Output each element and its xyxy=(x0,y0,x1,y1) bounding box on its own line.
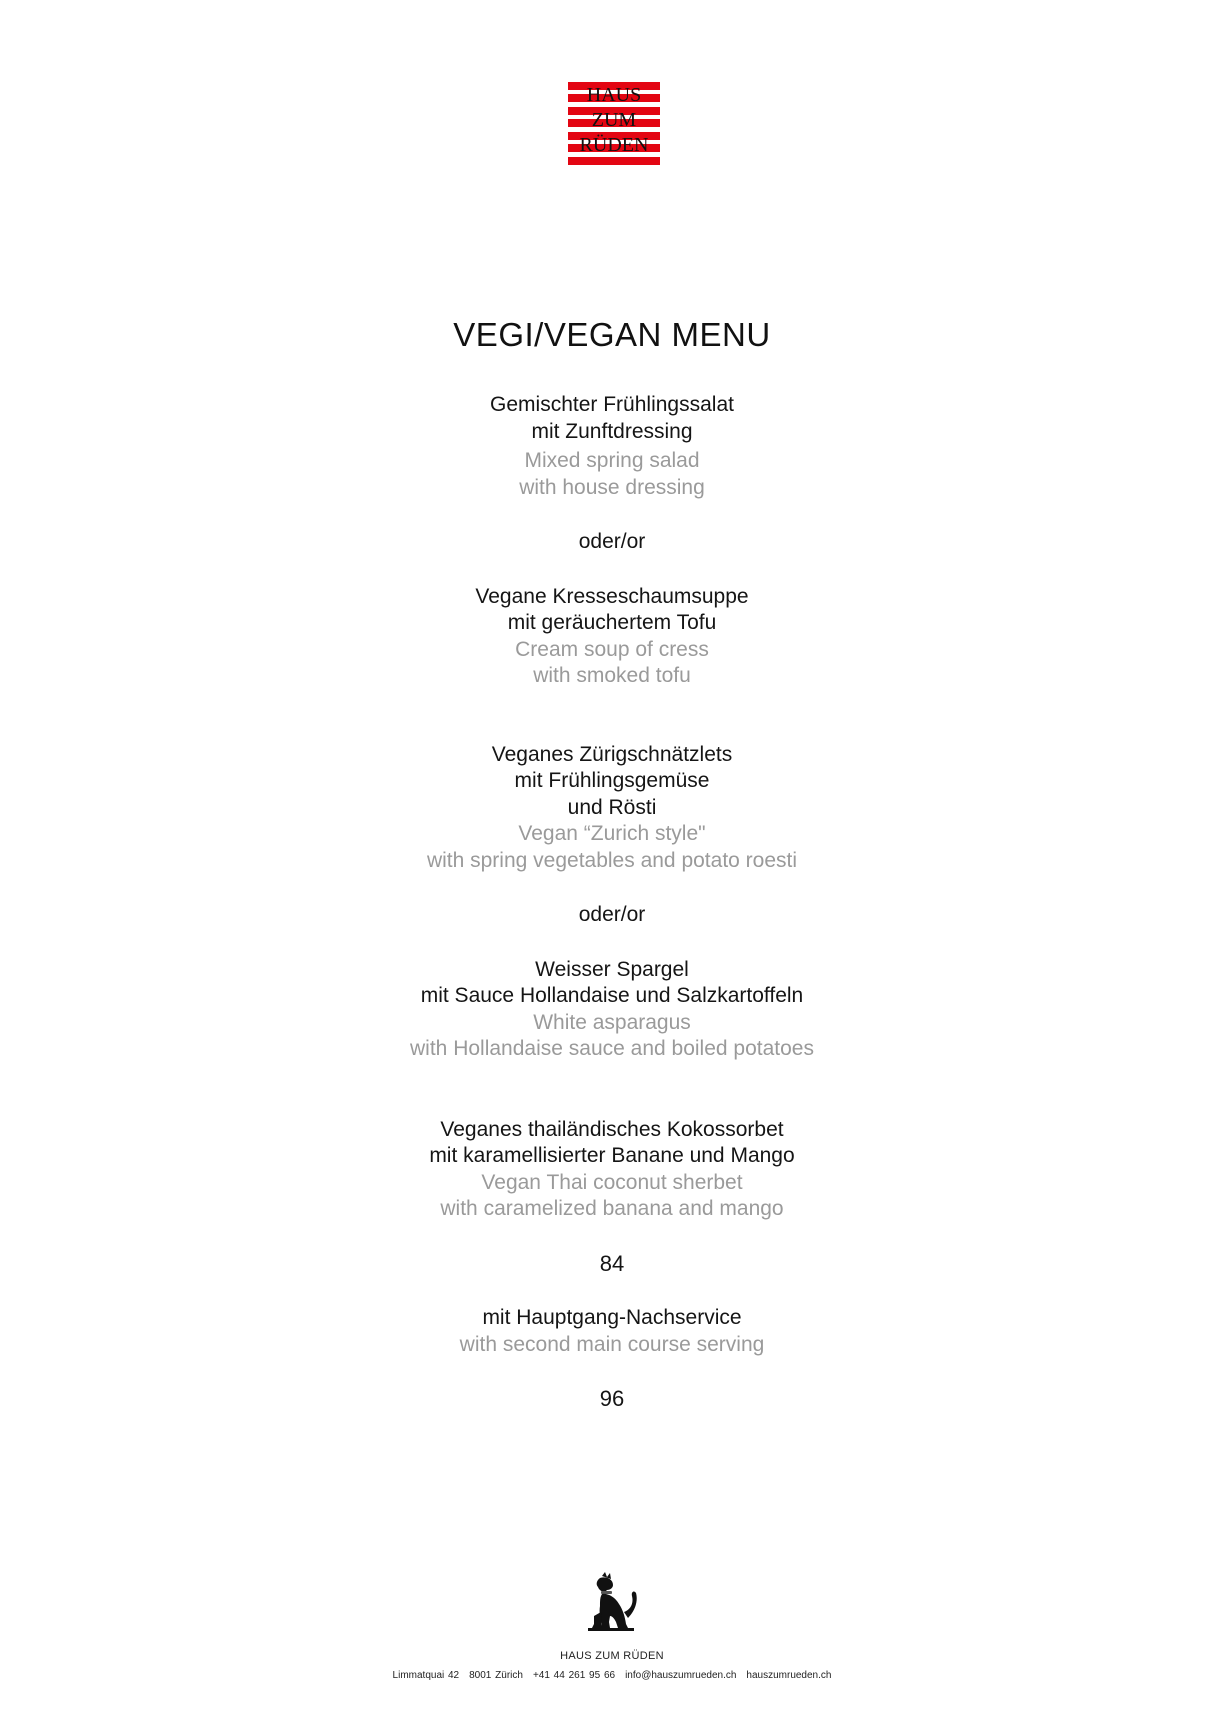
footer-phone[interactable]: +41 44 261 95 66 xyxy=(532,1670,616,1681)
dog-emblem-icon xyxy=(588,1572,640,1632)
dish-name-de: Gemischter Frühlingssalat xyxy=(490,393,734,416)
or-separator: oder/or xyxy=(578,530,646,553)
second-serving-de: mit Hauptgang-Nachservice xyxy=(482,1306,742,1329)
footer-address xyxy=(0,1670,1224,1681)
starter-option-1 xyxy=(0,392,1224,501)
menu-price: 84 xyxy=(599,1250,625,1276)
second-serving-en: with second main course serving xyxy=(459,1332,765,1356)
logo-line-3: RÜDEN xyxy=(579,134,649,156)
dish-name-de: Vegane Kresseschaumsuppe xyxy=(475,584,749,608)
dish-name-de: Weisser Spargel xyxy=(535,957,689,981)
main-option-2 xyxy=(0,957,1224,1063)
dish-name-en: Cream soup of cress xyxy=(515,637,709,661)
or-separator: oder/or xyxy=(578,903,646,926)
footer-city: 8001 Zürich xyxy=(469,1670,523,1681)
second-serving-price: 96 xyxy=(599,1386,625,1411)
dish-desc-de: mit Zunftdressing xyxy=(531,419,693,443)
dish-desc-de: mit Frühlingsgemüse xyxy=(514,769,710,792)
dish-name-de: Veganes Zürigschnätzlets xyxy=(491,742,733,766)
haus-zum-rueden-logo xyxy=(568,82,660,168)
footer-website[interactable]: hauszumrueden.ch xyxy=(746,1670,832,1681)
dish-desc-de: mit karamellisierter Banane und Mango xyxy=(429,1144,795,1167)
logo-line-1: HAUS xyxy=(586,84,642,106)
dish-desc-en: with house dressing xyxy=(519,475,705,499)
dish-name-en: White asparagus xyxy=(533,1010,691,1034)
dessert xyxy=(0,1117,1224,1223)
dish-desc-en: with spring vegetables and potato roesti xyxy=(426,848,798,872)
dish-name-en: Mixed spring salad xyxy=(524,449,700,472)
dish-desc-en: with Hollandaise sauce and boiled potatoes xyxy=(410,1037,814,1060)
dish-name-en: Vegan “Zurich style" xyxy=(518,822,706,845)
dish-name-en: Vegan Thai coconut sherbet xyxy=(481,1170,743,1194)
main-option-1 xyxy=(0,742,1224,875)
starter-option-2 xyxy=(0,584,1224,690)
dish-desc-de: mit Sauce Hollandaise und Salzkartoffeln xyxy=(420,984,804,1007)
second-serving xyxy=(0,1305,1224,1358)
logo-line-2: ZUM xyxy=(591,109,637,131)
dish-desc-en: with caramelized banana and mango xyxy=(440,1197,784,1220)
menu-courses xyxy=(0,392,1224,1413)
dish-desc-en: with smoked tofu xyxy=(533,664,691,687)
footer-street: Limmatquai 42 xyxy=(392,1670,460,1681)
dish-name-de: Veganes thailändisches Kokossorbet xyxy=(440,1117,784,1141)
menu-title: VEGI/VEGAN MENU xyxy=(453,316,771,353)
dish-side-de: und Rösti xyxy=(567,795,657,819)
footer-restaurant-name: HAUS ZUM RÜDEN xyxy=(560,1650,664,1662)
dish-desc-de: mit geräuchertem Tofu xyxy=(507,611,717,634)
footer-email[interactable]: info@hauszumrueden.ch xyxy=(625,1670,737,1681)
